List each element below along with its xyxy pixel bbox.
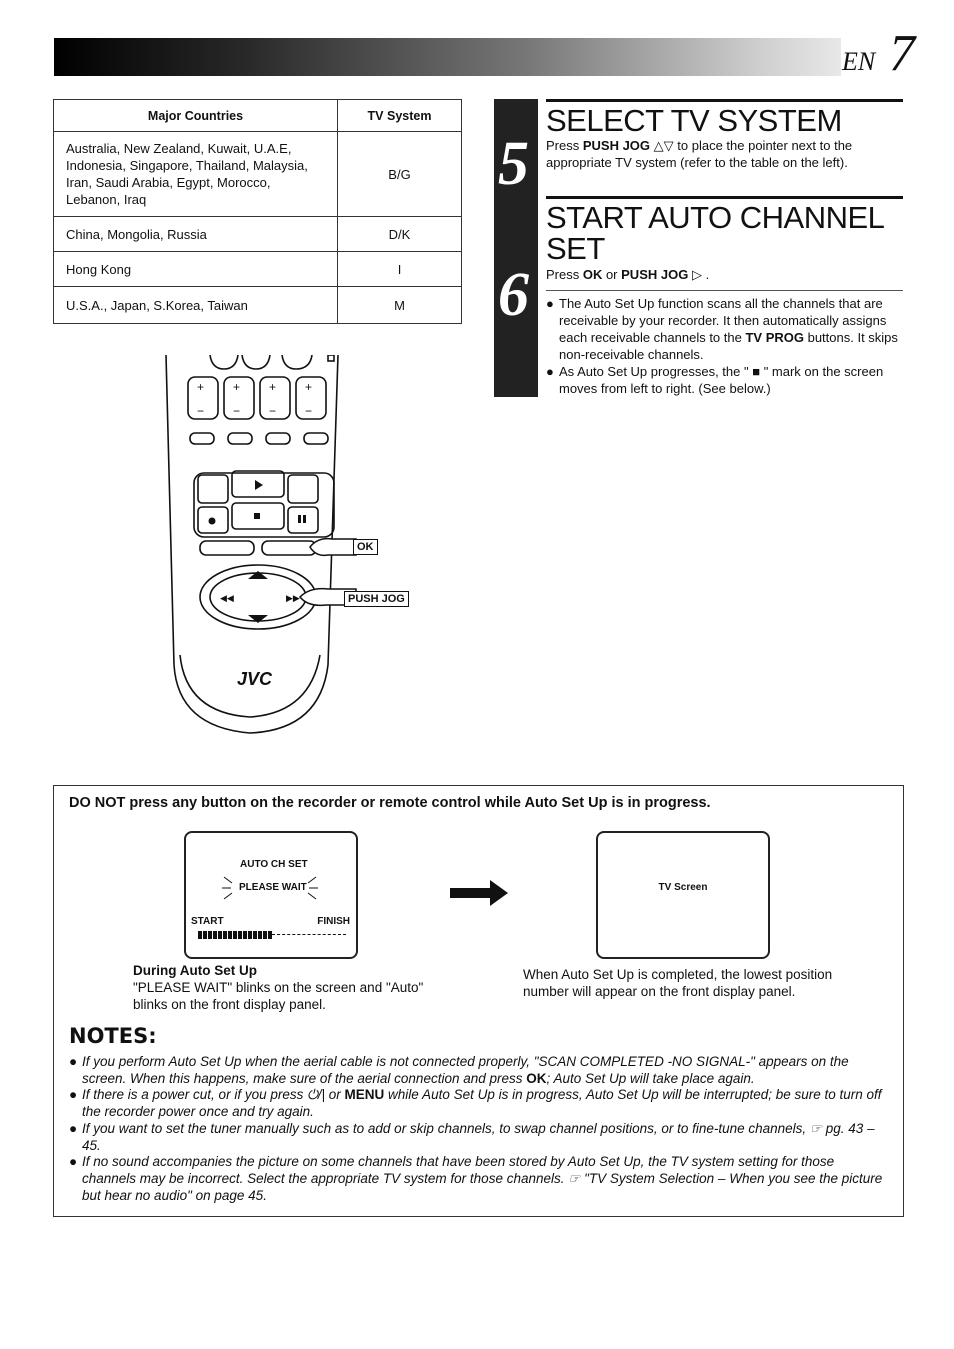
step-6-rule [546, 196, 903, 199]
table-cell-countries: Australia, New Zealand, Kuwait, U.A.E, Indonesia, Singapore, Thailand, Malaysia, Iran, Saudi Arabia, Egypt, Morocco, Lebanon, Iraq [54, 132, 338, 217]
tv-system-table [53, 99, 462, 324]
tv-screen [596, 831, 770, 959]
remote-brand-logo: JVC [237, 669, 273, 689]
note-3: ● If you want to set the tuner manually such as to add or skip channels, to swap channel positions, or to fine-tune channels, ☞ pg. 43 – 45. [69, 1121, 875, 1153]
svg-text:−: − [269, 404, 277, 418]
language-label: EN [842, 47, 876, 76]
table-row [54, 217, 462, 252]
step-6-bullet-2: ● As Auto Set Up progresses, the " ■ " mark on the screen moves from left to right. (See below.) [546, 364, 884, 396]
table-cell-countries: U.S.A., Japan, S.Korea, Taiwan [54, 287, 338, 324]
svg-text:−: − [197, 404, 205, 418]
svg-text:◀◀: ◀◀ [220, 593, 234, 603]
start-label: START [191, 916, 224, 927]
header-bar [54, 38, 841, 76]
step-6-divider [546, 290, 903, 291]
table-cell-countries: China, Mongolia, Russia [54, 217, 338, 252]
table-row [54, 252, 462, 287]
right-arrow-icon [450, 880, 510, 906]
svg-text:+: + [269, 380, 277, 394]
note-4: ● If no sound accompanies the picture on some channels that have been stored by Auto Set Up, the TV system setting for those channels may be incorrect. Select the appropriate TV system for those channels. ☞ "TV System Selection – When you see the picture but hear no audio" on page 45. [69, 1154, 883, 1203]
svg-text:+: + [233, 380, 241, 394]
caption-1-text: "PLEASE WAIT" blinks on the screen and "Auto" blinks on the front display panel. [133, 980, 424, 1012]
progress-fill [198, 931, 272, 939]
svg-text:+: + [197, 380, 205, 394]
finish-label: FINISH [317, 916, 350, 927]
progress-remaining [272, 934, 346, 935]
step-5-rule [546, 99, 903, 102]
step-5-number: 5 [498, 130, 529, 198]
step-6-title: START AUTO CHANNEL SET [546, 200, 885, 266]
caption-2-text: When Auto Set Up is completed, the lowest position number will appear on the front display panel. [523, 967, 833, 999]
auto-ch-set-label: AUTO CH SET [240, 859, 308, 870]
step-5-title: SELECT TV SYSTEM [546, 103, 842, 138]
table-cell-system: B/G [338, 132, 462, 217]
please-wait-label: PLEASE WAIT [239, 882, 307, 893]
step-6-text: Press OK or PUSH JOG ▷ . [546, 267, 710, 282]
warning-text: DO NOT press any button on the recorder or remote control while Auto Set Up is in progress. [69, 795, 711, 811]
caption-1-title: During Auto Set Up [133, 963, 257, 978]
blink-rays-icon [220, 871, 320, 905]
svg-text:▶▶: ▶▶ [286, 593, 300, 603]
remote-control-illustration [160, 355, 440, 745]
table-row [54, 132, 462, 217]
step-6-number: 6 [498, 261, 529, 329]
table-header-tv-system: TV System [338, 100, 462, 132]
table-cell-countries: Hong Kong [54, 252, 338, 287]
push-jog-callout: PUSH JOG [344, 591, 409, 607]
table-header-row [54, 100, 462, 132]
svg-text:+: + [305, 380, 313, 394]
ok-callout: OK [353, 539, 378, 555]
progress-track [198, 931, 346, 939]
note-1: ● If you perform Auto Set Up when the aerial cable is not connected properly, "SCAN COMPLETED -NO SIGNAL-" appears on the screen. When this happens, make sure of the aerial connection and press OK; Auto Set Up will take place again. [69, 1054, 849, 1086]
svg-text:−: − [233, 404, 241, 418]
table-cell-system: M [338, 287, 462, 324]
table-cell-system: D/K [338, 217, 462, 252]
note-2: ● If there is a power cut, or if you press ⏻/| or MENU while Auto Set Up is in progress, Auto Set Up will be interrupted; be sure to turn off the recorder power once and try again. [69, 1087, 882, 1119]
table-cell-system: I [338, 252, 462, 287]
auto-ch-set-screen [184, 831, 358, 959]
svg-text:−: − [305, 404, 313, 418]
notes-title: NOTES: [69, 1024, 157, 1048]
table-row [54, 287, 462, 324]
table-header-countries: Major Countries [54, 100, 338, 132]
tv-screen-label: TV Screen [658, 882, 708, 893]
step-6-bullet-1: ● The Auto Set Up function scans all the channels that are receivable by your recorder. It then automatically assigns each receivable channels to the TV PROG buttons. It skips non-receivable channels. [546, 296, 898, 362]
step-5-text: Press PUSH JOG △▽ to place the pointer next to the appropriate TV system (refer to the table on the left). [546, 138, 853, 170]
page-number: 7 [889, 25, 915, 82]
step-number-column [494, 99, 538, 397]
